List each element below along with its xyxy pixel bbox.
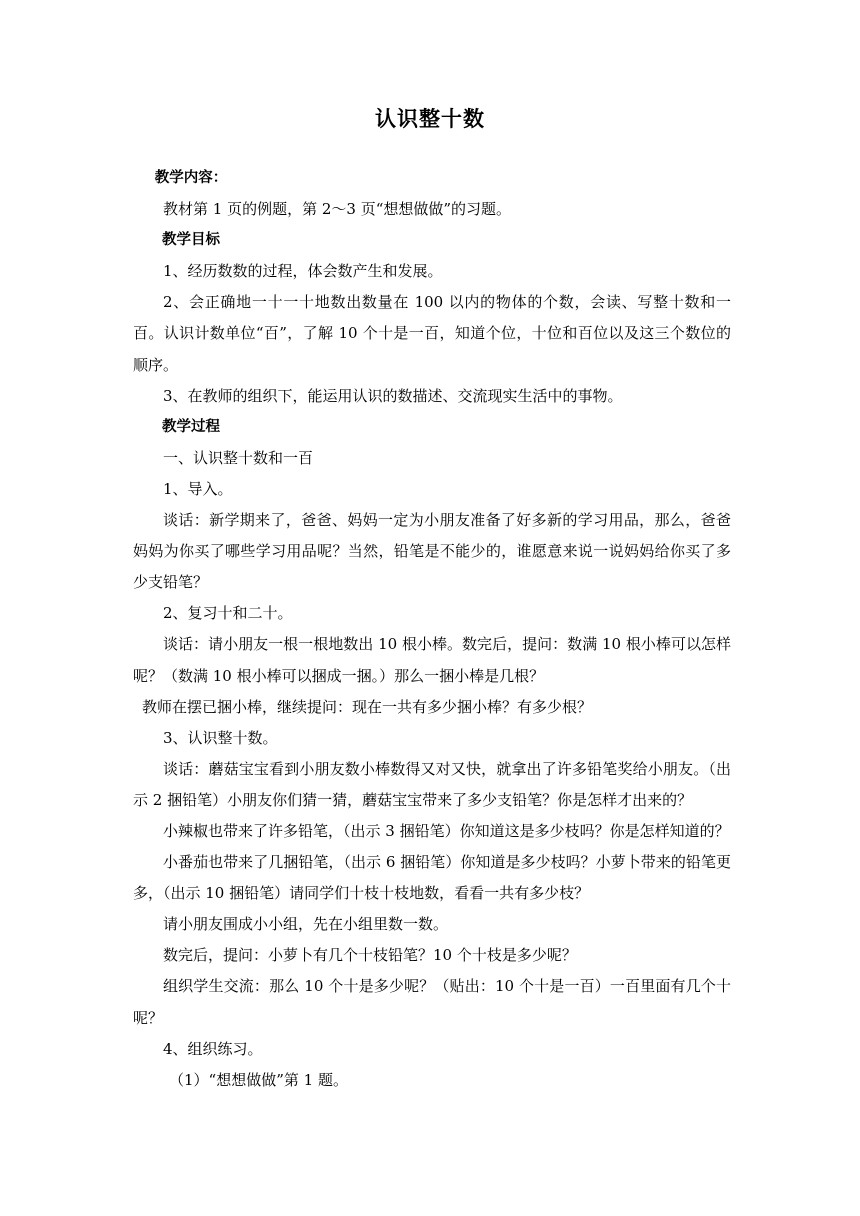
- step-tens-heading: 3、认识整十数。: [163, 728, 278, 747]
- document-body: [133, 163, 731, 1096]
- paragraph-teacher-question: 教师在摆已捆小棒，继续提问：现在一共有多少捆小棒？有多少根？: [142, 697, 593, 716]
- paragraph-review-talk: 谈话：请小朋友一根一根地数出 10 根小棒。数完后，提问：数满 10 根小棒可以怎样呢？（数满 10 根小棒可以捆成一捆。）那么一捆小棒是几根？: [133, 635, 731, 685]
- paragraph-tomato: 小番茄也带来了几捆铅笔，（出示 6 捆铅笔）你知道是多少枝吗？小萝卜带来的铅笔更多，（出示 10 捆铅笔）请同学们十枝十枝地数，看看一共有多少枝？: [133, 853, 731, 903]
- goal-item-1: 1、经历数数的过程，体会数产生和发展。: [163, 262, 443, 281]
- paragraph-content-text: 教材第 1 页的例题，第 2～3 页“想想做做”的习题。: [163, 200, 512, 219]
- section-heading-content: 教学内容：: [154, 170, 228, 186]
- paragraph-exchange: 组织学生交流：那么 10 个十是多少呢？（贴出：10 个十是一百）一百里面有几个十呢？: [133, 977, 731, 1027]
- step-review-heading: 2、复习十和二十。: [163, 604, 293, 623]
- paragraph-intro-talk: 谈话：新学期来了，爸爸、妈妈一定为小朋友准备了好多新的学习用品，那么，爸爸妈妈为你买了哪些学习用品呢？当然，铅笔是不能少的，谁愿意来说一说妈妈给你买了多少支铅笔？: [133, 511, 731, 592]
- paragraph-group-count: 请小朋友围成小小组，先在小组里数一数。: [163, 915, 449, 934]
- section-heading-goals: 教学目标: [162, 232, 220, 249]
- paragraph-after-count: 数完后，提问：小萝卜有几个十枝铅笔？10 个十枝是多少呢？: [163, 946, 577, 965]
- step-practice-heading: 4、组织练习。: [163, 1039, 263, 1058]
- goal-item-2: 2、会正确地一十一十地数出数量在 100 以内的物体的个数，会读、写整十数和一百。认识计数单位“百”，了解 10 个十是一百，知道个位，十位和百位以及这三个数位的顺序。: [133, 293, 731, 374]
- step-intro-heading: 1、导入。: [163, 479, 233, 498]
- paragraph-pepper: 小辣椒也带来了许多铅笔，（出示 3 捆铅笔）你知道这是多少枝吗？你是怎样知道的？: [163, 821, 730, 840]
- goal-item-3: 3、在教师的组织下，能运用认识的数描述、交流现实生活中的事物。: [163, 386, 623, 405]
- practice-item-1: （1）“想想做做”第 1 题。: [169, 1070, 348, 1089]
- section-heading-process: 教学过程: [162, 418, 220, 435]
- paragraph-tens-talk: 谈话：蘑菇宝宝看到小朋友数小棒数得又对又快，就拿出了许多铅笔奖给小朋友。（出示 2 捆铅笔）小朋友你们猜一猜，蘑菇宝宝带来了多少支铅笔？你是怎样才出来的？: [133, 759, 731, 809]
- process-part-1-heading: 一、认识整十数和一百: [163, 448, 314, 467]
- document-title: 认识整十数: [375, 107, 485, 131]
